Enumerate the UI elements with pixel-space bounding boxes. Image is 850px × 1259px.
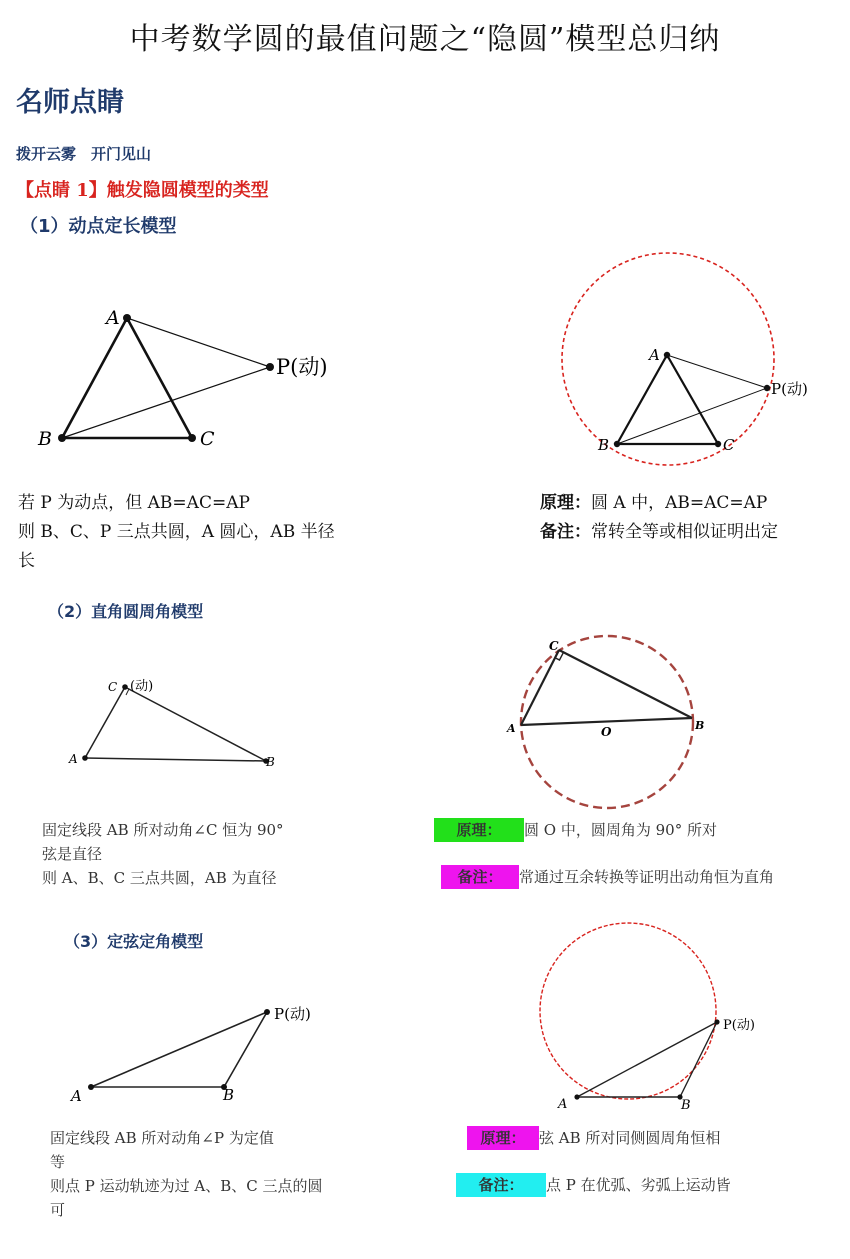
label-dynamic: (动) [130,679,154,694]
figure-fixed-chord-left [65,1000,340,1110]
section2-description: 固定线段 AB 所对动角∠C 恒为 90° 弦是直径 则 A、B、C 三点共圆，AB 为直径 [42,821,284,887]
figure-right-angle-left [60,672,290,772]
hidden-circle [562,253,774,465]
point-a [664,352,670,358]
subheading: 拨开云雾 开门见山 [16,145,152,163]
label-b: B [695,719,705,732]
segment-bp [617,388,767,444]
figure-moving-point-left [30,295,360,460]
section2-note: 备注： 常通过互余转换等证明出动角恒为直角 [441,865,846,889]
label-a: A [71,1087,82,1105]
label-a: A [69,752,78,766]
segment-bp [680,1022,717,1097]
note-highlight: 备注： [456,1173,546,1197]
label-b: B [681,1098,691,1113]
section1-principle-note: 原理：圆 A 中，AB=AC=AP 备注：常转全等或相似证明出定 [540,493,778,542]
segment-ca [521,650,559,725]
section3-principle: 原理： 弦 AB 所对同侧圆周角恒相 [467,1126,847,1150]
hidden-circle [540,923,716,1099]
section-heading: 名师点睛 [16,87,124,118]
label-c: C [549,639,559,653]
label-p: P(动) [723,1018,755,1033]
label-a: A [649,346,660,364]
segment-bp [224,1012,267,1087]
segment-ca [85,687,125,758]
segment-cb [125,687,266,761]
point-c [715,441,721,447]
section2-principle: 原理： 圆 O 中，圆周角为 90° 所对 [434,818,844,842]
figure-right-angle-circle [500,628,715,820]
principle-highlight: 原理： [434,818,524,842]
segment-cb [559,650,692,718]
point-heading: 【点睛 1】触发隐圆模型的类型 [16,180,269,201]
label-p: P(动) [276,355,328,379]
point-p [764,385,770,391]
label-a: A [106,307,120,329]
segment-ab [85,758,266,761]
label-c: C [723,436,735,454]
point-a [88,1084,94,1090]
point-p [266,363,274,371]
point-b [614,441,620,447]
note-highlight: 备注： [441,865,519,889]
segment-ap [91,1012,267,1087]
point-c [188,434,196,442]
section3-description: 固定线段 AB 所对动角∠P 为定值 等 则点 P 运动轨迹为过 A、B、C 三点的圆 可 [50,1129,323,1219]
point-p [264,1009,270,1015]
section3-title: （3）定弦定角模型 [64,932,204,951]
section1-title: （1）动点定长模型 [20,216,177,237]
point-c [122,684,128,690]
principle-highlight: 原理： [467,1126,539,1150]
figure-fixed-chord-circle [525,922,795,1117]
right-angle-tick [126,689,129,695]
section2-title: （2）直角圆周角模型 [48,602,204,621]
segment-bp [62,367,270,438]
point-b [58,434,66,442]
section1-description: 若 P 为动点，但 AB=AC=AP 则 B、C、P 三点共圆，A 圆心，AB 半径 长 [18,493,335,571]
label-a: A [558,1097,568,1112]
label-b: B [266,755,275,769]
segment-ab [521,718,692,725]
page-title: 中考数学圆的最值问题之“隐圆”模型总归纳 [129,22,721,57]
segment-ac [127,318,192,438]
label-b: B [223,1086,235,1104]
segment-ab [617,355,667,444]
label-b: B [38,428,52,450]
section3-note: 备注： 点 P 在优弧、劣弧上运动皆 [456,1173,846,1197]
segment-ab [62,318,127,438]
label-p: P(动) [274,1005,311,1023]
point-a [82,755,88,761]
label-p: P(动) [771,380,808,398]
point-a [574,1094,579,1099]
label-b: B [598,436,610,454]
segment-ac [667,355,718,444]
label-c: C [200,428,215,450]
point-a [123,314,131,322]
label-a: A [507,722,516,735]
label-o: O [601,725,612,739]
point-p [714,1019,719,1024]
segment-ap [577,1022,717,1097]
label-c: C [108,680,118,694]
figure-moving-point-circle [555,262,808,467]
